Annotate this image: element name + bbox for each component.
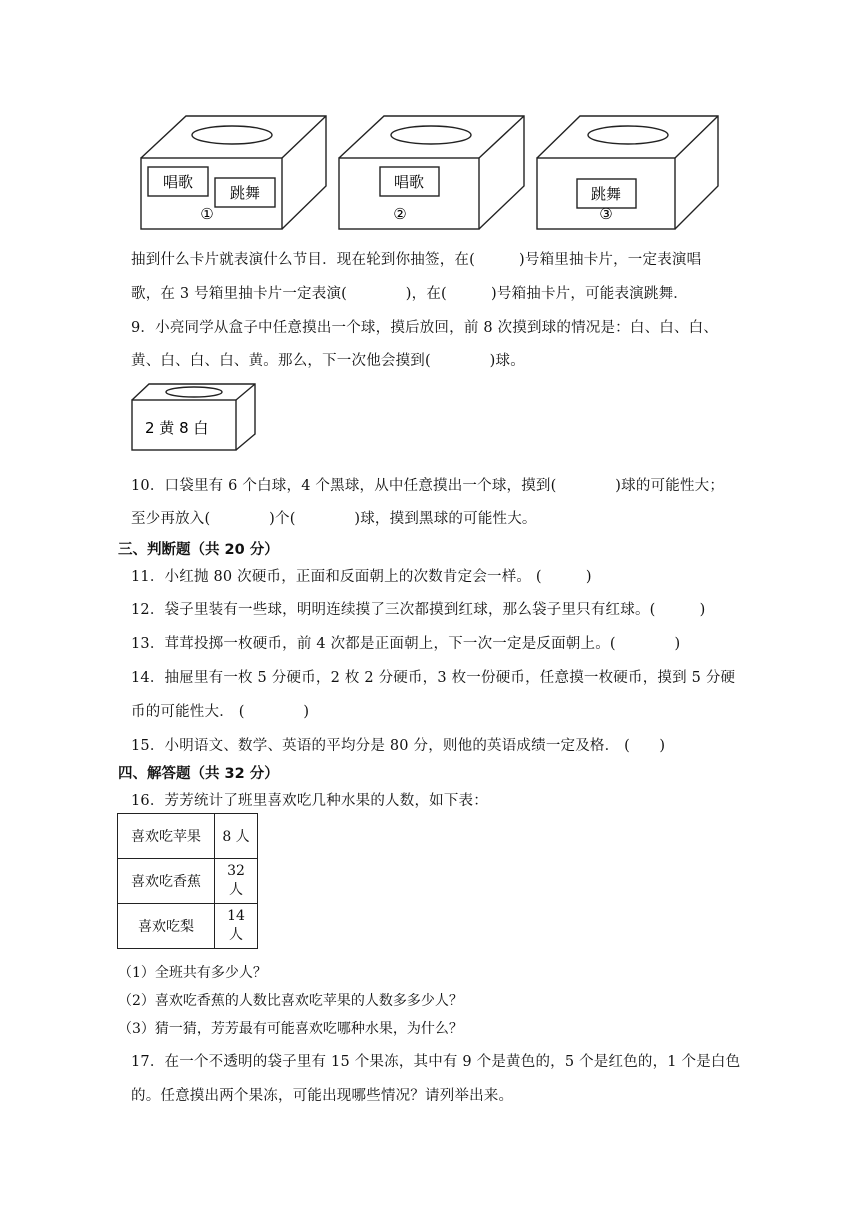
small-box-label: 2 黄 8 白 (145, 419, 209, 437)
q11: 11．小红抛 80 次硬币，正面和反面朝上的次数肯定会一样。 ( ) (131, 569, 592, 585)
q16-sub-2: （2）喜欢吃香蕉的人数比喜欢吃苹果的人数多多少人？ (118, 993, 463, 1009)
table-row (118, 814, 258, 859)
q17-line-1: 17．在一个不透明的袋子里有 15 个果冻，其中有 9 个是黄色的，5 个是红色的，1 个是白色 (131, 1054, 741, 1070)
q8-line-1: 抽到什么卡片就表演什么节目．现在轮到你抽签，在( )号箱里抽卡片，一定表演唱 (131, 252, 702, 268)
q16-sub-1: （1）全班共有多少人？ (118, 965, 267, 981)
table-row (118, 859, 258, 904)
q8-line-2: 歌，在 3 号箱里抽卡片一定表演( )，在( )号箱抽卡片，可能表演跳舞． (131, 286, 688, 302)
box-2 (339, 116, 524, 229)
section-3-title: 三、判断题（共 20 分） (118, 542, 279, 558)
box-3 (537, 116, 718, 229)
q14-line-1: 14．抽屉里有一枚 5 分硬币，2 枚 2 分硬币，3 枚一份硬币，任意摸一枚硬币，摸到 5 分硬 (131, 670, 736, 686)
box-1-number: ① (200, 205, 214, 223)
q15: 15．小明语文、数学、英语的平均分是 80 分，则他的英语成绩一定及格． ( ) (131, 738, 666, 754)
small-box-figure (0, 380, 300, 460)
fruit-label: 喜欢吃香蕉 (118, 859, 215, 904)
fruit-count: 14 人 (215, 904, 258, 949)
fruit-count: 32 人 (215, 859, 258, 904)
q10-line-1: 10．口袋里有 6 个白球，4 个黑球，从中任意摸出一个球，摸到( )球的可能性大； (131, 478, 725, 494)
q17-line-2: 的。任意摸出两个果冻，可能出现哪些情况？请列举出来。 (131, 1088, 514, 1104)
q9-line-1: 9．小亮同学从盒子中任意摸出一个球，摸后放回，前 8 次摸到球的情况是：白、白、白、 (131, 320, 719, 336)
box-2-card-1-text: 唱歌 (393, 173, 425, 191)
box-3-card-1-text: 跳舞 (590, 185, 622, 203)
q9-line-2: 黄、白、白、白、黄。那么，下一次他会摸到( )球。 (131, 353, 525, 369)
box-2-number: ② (393, 205, 407, 223)
fruit-label: 喜欢吃梨 (118, 904, 215, 949)
fruit-label: 喜欢吃苹果 (118, 814, 215, 859)
box-1-card-1-text: 唱歌 (162, 173, 194, 191)
q10-line-2: 至少再放入( )个( )球，摸到黑球的可能性大。 (131, 511, 537, 527)
fruit-table (117, 813, 258, 949)
q12: 12．袋子里装有一些球，明明连续摸了三次都摸到红球，那么袋子里只有红球。( ) (131, 602, 706, 618)
section-4-title: 四、解答题（共 32 分） (118, 766, 279, 782)
fruit-count: 8 人 (215, 814, 258, 859)
q13: 13．茸茸投掷一枚硬币，前 4 次都是正面朝上，下一次一定是反面朝上。( ) (131, 636, 681, 652)
q16-intro: 16．芳芳统计了班里喜欢吃几种水果的人数，如下表： (131, 793, 488, 809)
q14-line-2: 币的可能性大． ( ) (131, 704, 310, 720)
box-1-card-2-text: 跳舞 (229, 184, 261, 202)
box-3-number: ③ (599, 205, 613, 223)
table-row (118, 904, 258, 949)
boxes-figure (0, 0, 860, 240)
q16-sub-3: （3）猜一猜，芳芳最有可能喜欢吃哪种水果，为什么？ (118, 1021, 463, 1037)
